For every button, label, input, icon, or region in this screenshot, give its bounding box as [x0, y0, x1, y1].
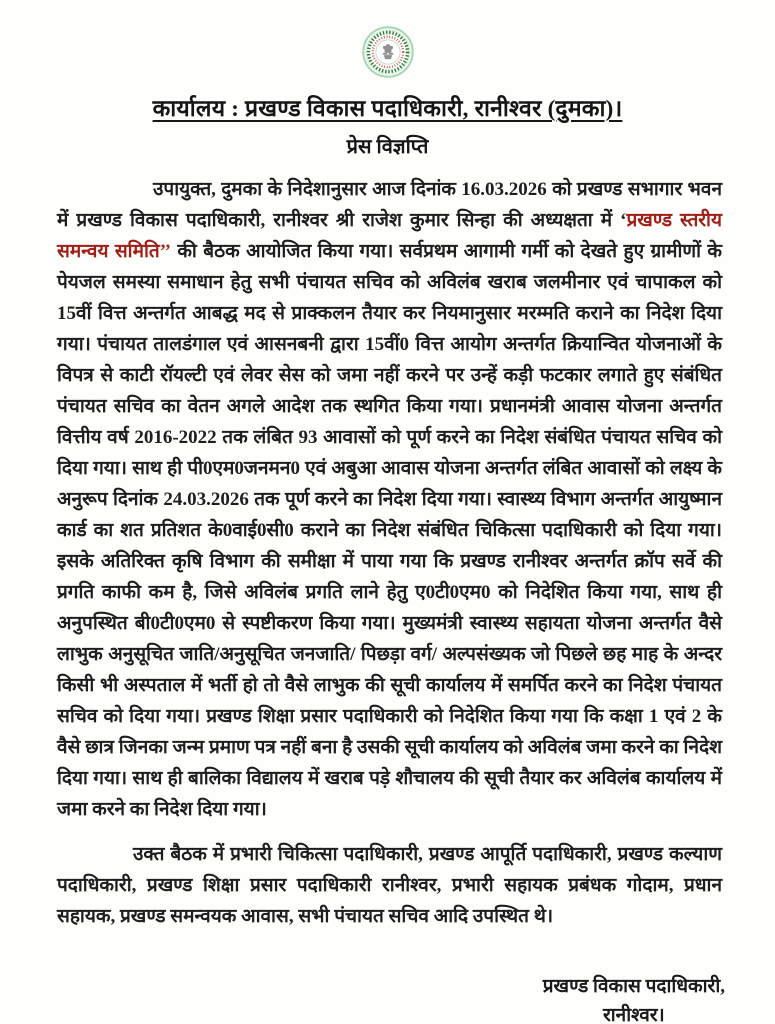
signature-designation: प्रखण्ड विकास पदाधिकारी, — [542, 976, 725, 997]
press-release-heading: प्रेस विज्ञप्ति — [346, 136, 429, 158]
document-header — [0, 0, 775, 159]
meeting-summary-paragraph — [57, 174, 722, 825]
para1-committee-name-highlight: प्रखण्ड स्तरीय समन्वय समिति’’ — [57, 210, 722, 262]
signature-block — [543, 972, 725, 1024]
attendees-paragraph: उक्त बैठक में प्रभारी चिकित्सा पदाधिकारी, प्रखण्ड आपूर्ति पदाधिकारी, प्रखण्ड कल्याण पदाधिकारी, प्रखण्ड शिक्षा प्रसार पदाधिकारी रानीश्वर, प्रभारी सहायक प्रबंधक गोदाम, प्रधान सहायक, प्रखण्ड समन्वयक आवास, सभी पंचायत सचिव आदि उपस्थित थे। — [57, 844, 722, 927]
document-body — [0, 159, 775, 932]
para1-text-after-highlight: की बैठक आयोजित किया गया। सर्वप्रथम आगामी गर्मी को देखते हुए ग्रामीणों के पेयजल समस्या समाधान हेतु सभी पंचायत सचिव को अविलंब खराब जलमीनार एवं चापाकल को 15वीं वित्त अन्तर्गत आबद्ध मद से प्राक्कलन तैयार कर नियमानुसार मरम्मति कराने का निदेश दिया गया। पंचायत तालडंगाल एवं आसनबनी द्वारा 15वीं0 वित्त आयोग अन्तर्गत क्रियान्वित योजनाओं के विपत्र से काटी रॉयल्टी एवं लेवर सेस को जमा नहीं करने पर उन्हें कड़ी फटकार लगाते हुए संबंधित पंचायत सचिव का वेतन अगले आदेश तक स्थगित किया गया। प्रधानमंत्री आवास योजना अन्तर्गत वित्तीय वर्ष 2016-2022 तक लंबित 93 आवासों को पूर्ण करने का निदेश संबंधित पंचायत सचिव को दिया गया। साथ ही पी0एम0जनमन0 एवं अबुआ आवास योजना अन्तर्गत लंबित आवासों को लक्ष्य के अनुरूप दिनांक 24.03.2026 तक पूर्ण करने का निदेश दिया गया। स्वास्थ्य विभाग अन्तर्गत आयुष्मान कार्ड का शत प्रतिशत के0वाई0सी0 कराने का निदेश संबंधित चिकित्सा पदाधिकारी को दिया गया। इसके अतिरिक्त कृषि विभाग की समीक्षा में पाया गया कि प्रखण्ड रानीश्वर अन्तर्गत क्रॉप सर्वे की प्रगति काफी कम है, जिसे अविलंब प्रगति लाने हेतु ए0टी0एम0 को निदेशित किया गया, साथ ही अनुपस्थित बी0टी0एम0 से स्पष्टीकरण किया गया। मुख्यमंत्री स्वास्थ्य सहायता योजना अन्तर्गत वैसे लाभुक अनुसूचित जाति/अनुसूचित जनजाति/ पिछड़ा वर्ग/ अल्पसंख्यक जो पिछले छह माह के अन्दर किसी भी अस्पताल में भर्ती हो तो वैसे लाभुक की सूची कार्यालय में समर्पित करने का निदेश पंचायत सचिव को दिया गया। प्रखण्ड शिक्षा प्रसार पदाधिकारी को निदेशित किया गया कि कक्षा 1 एवं 2 के वैसे छात्र जिनका जन्म प्रमाण पत्र नहीं बना है उसकी सूची कार्यालय को अविलंब जमा करने का निदेश दिया गया। साथ ही बालिका विद्यालय में खराब पड़े शौचालय की सूची तैयार कर अविलंब कार्यालय में जमा करने का निदेश दिया गया। — [57, 241, 722, 820]
para1-text-before-highlight: उपायुक्त, दुमका के निदेशानुसार आज दिनांक 16.03.2026 को प्रखण्ड सभागार भवन में प्रखण्ड विकास पदाधिकारी, रानीश्वर श्री राजेश कुमार सिन्हा की अध्यक्षता में ‘ — [57, 179, 722, 231]
signature-area — [0, 972, 775, 1024]
jharkhand-state-seal-icon — [362, 26, 414, 78]
office-title: कार्यालय : प्रखण्ड विकास पदाधिकारी, रानीश्वर (दुमका)। — [152, 96, 623, 121]
signature-place: रानीश्वर। — [602, 1005, 665, 1024]
